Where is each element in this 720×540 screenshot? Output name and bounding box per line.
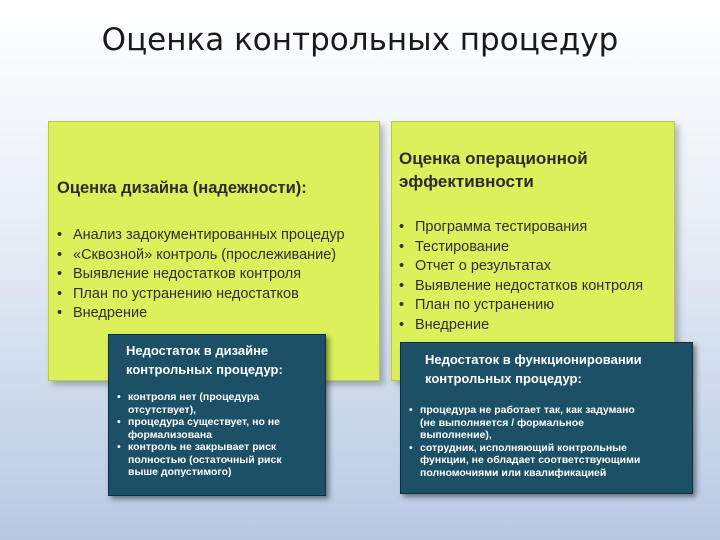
design-deficiency-box (108, 334, 326, 496)
list-item: • Внедрение (397, 316, 643, 336)
design-deficiency-title (126, 341, 283, 379)
item-line: • процедура существует, но не (128, 416, 280, 428)
list-item: • Программа тестирования (397, 218, 643, 238)
item-line: функции, не обладает соответствующими (420, 454, 641, 466)
list-item (115, 441, 282, 479)
list-item: • Анализ задокументированных процедур (55, 226, 345, 246)
list-item: • «Сквозной» контроль (прослеживание) (55, 246, 345, 266)
item-line: выше допустимого) (128, 466, 232, 478)
item-line: формализована (128, 428, 213, 441)
design-deficiency-list (115, 391, 282, 479)
list-item: • Тестирование (397, 238, 643, 258)
heading-line: Оценка операционной (399, 149, 588, 168)
item-line: выполнение), (420, 429, 492, 441)
functioning-deficiency-title (425, 350, 642, 388)
item-line: • процедура не работает так, как задумано (420, 404, 635, 416)
list-item (115, 391, 282, 416)
design-assessment-list (55, 226, 345, 324)
list-item: • Выявление недостатков контроля (397, 277, 643, 297)
list-item: • Отчет о результатах (397, 257, 643, 277)
list-item: • План по устранению недостатков (55, 285, 345, 305)
item-line: • контроль не закрывает риск (128, 441, 277, 453)
item-line: полностью (остаточный риск (128, 453, 282, 466)
list-item: • Выявление недостатков контроля (55, 265, 345, 285)
item-line: (не выполняется / формальное (420, 416, 585, 429)
title-line: контрольных процедур: (126, 362, 283, 377)
list-item: • Внедрение (55, 304, 345, 324)
list-item: • План по устранению (397, 296, 643, 316)
item-line: • сотрудник, исполняющий контрольные (420, 441, 627, 454)
item-line: отсутствует), (128, 403, 197, 416)
item-line: • контроля нет (процедура (128, 391, 260, 403)
design-assessment-heading: Оценка дизайна (надежности): (57, 179, 307, 197)
title-line: контрольных процедур: (425, 371, 582, 386)
list-item (407, 442, 640, 480)
title-line: Недостаток в дизайне (126, 343, 269, 358)
list-item (407, 404, 640, 442)
item-line: полномочиями или квалификацией (420, 466, 607, 479)
functioning-deficiency-box (400, 342, 693, 494)
heading-line: эффективности (399, 172, 534, 191)
title-line: Недостаток в функционировании (425, 352, 642, 367)
functioning-deficiency-list (407, 404, 640, 479)
operational-effectiveness-heading (399, 147, 588, 193)
operational-effectiveness-list (397, 218, 643, 335)
page-title: Оценка контрольных процедур (101, 22, 619, 58)
list-item (115, 416, 282, 441)
